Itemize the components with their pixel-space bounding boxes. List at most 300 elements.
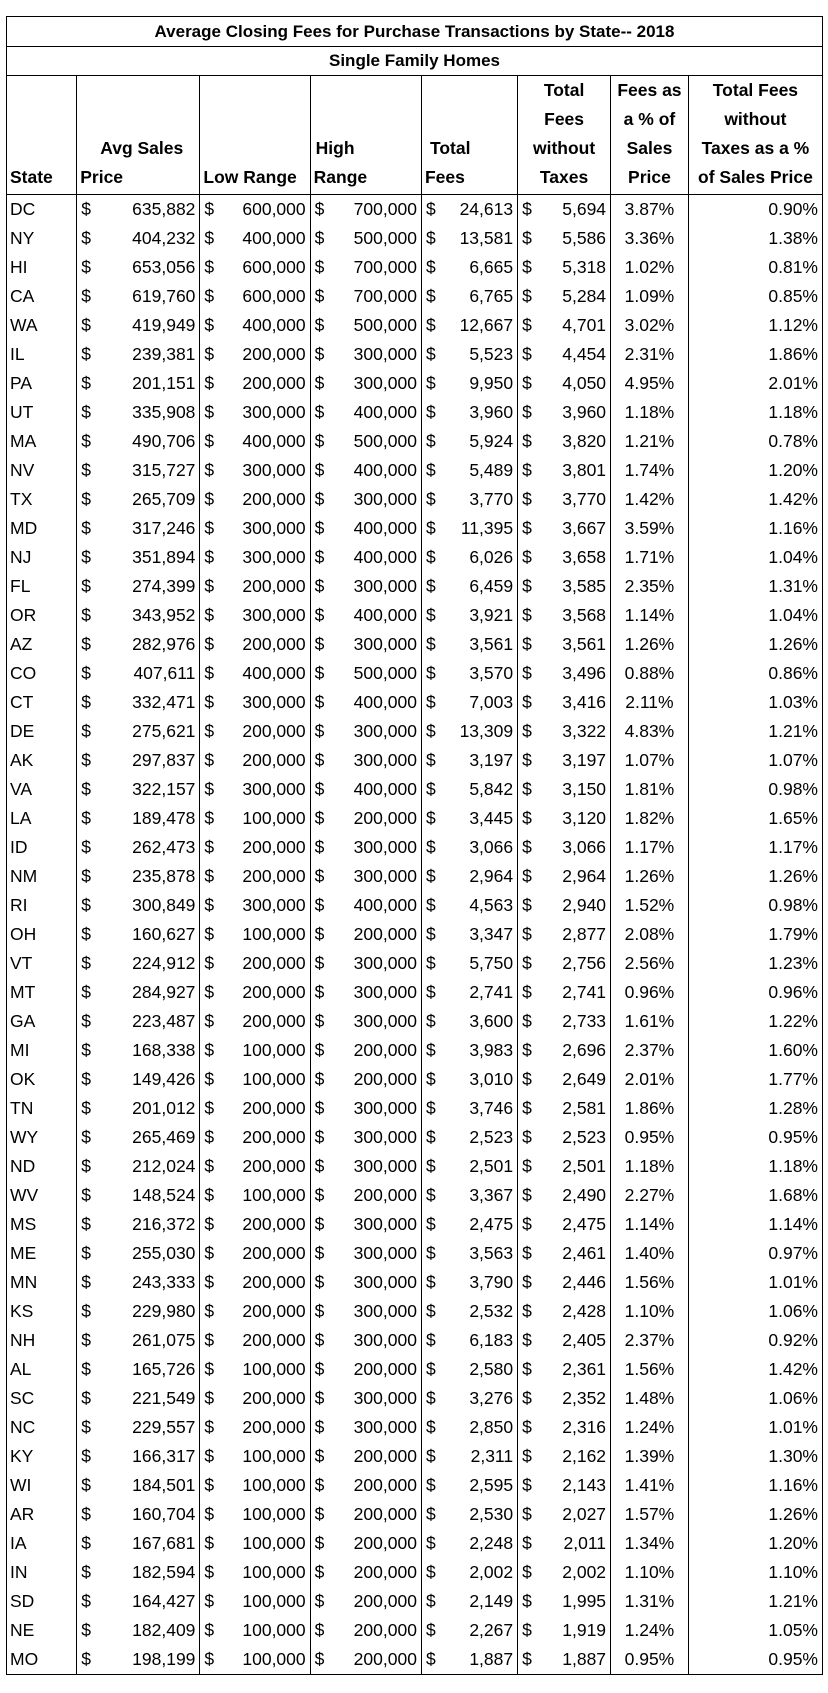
currency-symbol: $ — [522, 1011, 532, 1031]
currency-symbol: $ — [81, 605, 91, 625]
currency-symbol: $ — [522, 576, 532, 596]
cell-total — [421, 340, 517, 369]
closing-fees-sheet — [6, 16, 823, 1675]
cell-high — [310, 746, 421, 775]
currency-symbol: $ — [314, 1504, 325, 1524]
currency-symbol: $ — [522, 518, 532, 538]
cell-avg — [77, 688, 200, 717]
table-row — [7, 1326, 823, 1355]
cell-notax — [518, 949, 611, 978]
cell-high-value: 300,000 — [353, 1330, 417, 1350]
cell-total — [421, 572, 517, 601]
cell-high-value: 500,000 — [353, 315, 417, 335]
cell-notax — [518, 1529, 611, 1558]
currency-symbol: $ — [522, 1069, 532, 1089]
cell-total-value: 2,311 — [470, 1446, 514, 1466]
currency-symbol: $ — [81, 982, 91, 1002]
cell-high — [310, 224, 421, 253]
cell-low — [200, 630, 310, 659]
cell-notax-value: 2,428 — [562, 1301, 607, 1321]
table-row — [7, 1384, 823, 1413]
currency-symbol: $ — [314, 1011, 325, 1031]
cell-fees-without-taxes-pct: 0.78% — [688, 427, 822, 456]
cell-low-value: 400,000 — [242, 315, 306, 335]
cell-high — [310, 1123, 421, 1152]
table-row — [7, 456, 823, 485]
cell-state: OK — [7, 1065, 77, 1094]
cell-notax — [518, 775, 611, 804]
currency-symbol: $ — [204, 1214, 215, 1234]
cell-total — [421, 1326, 517, 1355]
currency-symbol: $ — [522, 779, 532, 799]
cell-low-value: 200,000 — [242, 373, 306, 393]
cell-low-value: 100,000 — [242, 1359, 306, 1379]
cell-total-value: 6,665 — [469, 257, 514, 277]
cell-fees-pct: 3.02% — [611, 311, 689, 340]
cell-low-value: 300,000 — [242, 605, 306, 625]
header-fees-without-taxes-pct: Total Fees without Taxes as a % of Sales Price — [688, 76, 822, 195]
currency-symbol: $ — [204, 1127, 215, 1147]
cell-notax-value: 2,523 — [562, 1127, 607, 1147]
cell-total — [421, 543, 517, 572]
currency-symbol: $ — [314, 257, 325, 277]
cell-state: AK — [7, 746, 77, 775]
currency-symbol: $ — [81, 286, 91, 306]
cell-low-value: 300,000 — [242, 460, 306, 480]
cell-notax-value: 2,733 — [562, 1011, 607, 1031]
cell-total-value: 3,570 — [469, 663, 514, 683]
cell-notax-value: 2,490 — [562, 1185, 607, 1205]
currency-symbol: $ — [314, 1040, 325, 1060]
cell-low-value: 300,000 — [242, 547, 306, 567]
cell-avg — [77, 1326, 200, 1355]
currency-symbol: $ — [314, 1330, 325, 1350]
currency-symbol: $ — [204, 228, 215, 248]
cell-avg-value: 201,012 — [132, 1098, 196, 1118]
cell-avg — [77, 978, 200, 1007]
cell-state: TN — [7, 1094, 77, 1123]
currency-symbol: $ — [522, 808, 532, 828]
cell-notax-value: 2,162 — [562, 1446, 607, 1466]
table-row — [7, 1152, 823, 1181]
cell-notax — [518, 224, 611, 253]
currency-symbol: $ — [314, 1475, 325, 1495]
cell-total-value: 24,613 — [459, 199, 514, 219]
currency-symbol: $ — [314, 576, 325, 596]
cell-fees-without-taxes-pct: 1.12% — [688, 311, 822, 340]
cell-fees-without-taxes-pct: 1.20% — [688, 1529, 822, 1558]
cell-total-value: 3,790 — [469, 1272, 514, 1292]
cell-avg — [77, 1007, 200, 1036]
cell-fees-pct: 2.27% — [611, 1181, 689, 1210]
currency-symbol: $ — [314, 1417, 325, 1437]
currency-symbol: $ — [425, 518, 436, 538]
cell-low — [200, 804, 310, 833]
cell-state: WY — [7, 1123, 77, 1152]
cell-total-value: 3,960 — [469, 402, 514, 422]
currency-symbol: $ — [522, 1185, 532, 1205]
cell-fees-pct: 1.56% — [611, 1268, 689, 1297]
cell-avg — [77, 1384, 200, 1413]
cell-high-value: 300,000 — [353, 866, 417, 886]
cell-fees-without-taxes-pct: 0.95% — [688, 1123, 822, 1152]
cell-notax — [518, 1384, 611, 1413]
cell-fees-without-taxes-pct: 1.26% — [688, 630, 822, 659]
currency-symbol: $ — [425, 547, 436, 567]
cell-notax — [518, 253, 611, 282]
currency-symbol: $ — [204, 1591, 215, 1611]
currency-symbol: $ — [204, 402, 215, 422]
cell-low-value: 100,000 — [242, 1533, 306, 1553]
currency-symbol: $ — [204, 431, 215, 451]
cell-notax — [518, 1210, 611, 1239]
cell-high — [310, 862, 421, 891]
cell-fees-pct: 1.52% — [611, 891, 689, 920]
currency-symbol: $ — [522, 373, 532, 393]
currency-symbol: $ — [425, 837, 436, 857]
currency-symbol: $ — [314, 1388, 325, 1408]
currency-symbol: $ — [425, 489, 436, 509]
currency-symbol: $ — [314, 750, 325, 770]
cell-total-value: 5,842 — [469, 779, 514, 799]
currency-symbol: $ — [204, 1359, 215, 1379]
currency-symbol: $ — [314, 866, 325, 886]
cell-notax — [518, 1094, 611, 1123]
cell-low — [200, 833, 310, 862]
cell-high-value: 300,000 — [353, 489, 417, 509]
cell-avg-value: 275,621 — [132, 721, 196, 741]
cell-avg — [77, 1210, 200, 1239]
cell-high — [310, 1094, 421, 1123]
cell-notax — [518, 1442, 611, 1471]
cell-avg-value: 317,246 — [132, 518, 196, 538]
cell-total — [421, 1384, 517, 1413]
title-row — [7, 17, 823, 47]
table-row — [7, 369, 823, 398]
cell-notax — [518, 1616, 611, 1645]
cell-total — [421, 1587, 517, 1616]
currency-symbol: $ — [81, 1272, 91, 1292]
cell-avg-value: 297,837 — [132, 750, 196, 770]
currency-symbol: $ — [81, 344, 91, 364]
cell-total-value: 1,887 — [469, 1649, 514, 1669]
cell-notax — [518, 1587, 611, 1616]
currency-symbol: $ — [81, 1301, 91, 1321]
currency-symbol: $ — [314, 1098, 325, 1118]
cell-low — [200, 572, 310, 601]
cell-notax — [518, 1152, 611, 1181]
table-row — [7, 862, 823, 891]
currency-symbol: $ — [204, 286, 215, 306]
currency-symbol: $ — [314, 1272, 325, 1292]
currency-symbol: $ — [81, 199, 91, 219]
currency-symbol: $ — [81, 692, 91, 712]
cell-low — [200, 427, 310, 456]
cell-low-value: 100,000 — [242, 1446, 306, 1466]
cell-total — [421, 456, 517, 485]
currency-symbol: $ — [425, 431, 436, 451]
cell-low — [200, 775, 310, 804]
cell-total — [421, 1616, 517, 1645]
currency-symbol: $ — [522, 605, 532, 625]
cell-high — [310, 1645, 421, 1675]
cell-fees-without-taxes-pct: 0.98% — [688, 775, 822, 804]
table-row — [7, 1645, 823, 1675]
currency-symbol: $ — [204, 315, 215, 335]
cell-avg — [77, 1094, 200, 1123]
currency-symbol: $ — [81, 1417, 91, 1437]
cell-low — [200, 862, 310, 891]
currency-symbol: $ — [425, 866, 436, 886]
cell-total — [421, 949, 517, 978]
cell-low-value: 200,000 — [242, 1156, 306, 1176]
cell-notax — [518, 1123, 611, 1152]
cell-fees-without-taxes-pct: 1.10% — [688, 1558, 822, 1587]
cell-low — [200, 1442, 310, 1471]
cell-total — [421, 1297, 517, 1326]
cell-avg-value: 148,524 — [132, 1185, 196, 1205]
cell-total-value: 2,530 — [469, 1504, 514, 1524]
cell-notax — [518, 630, 611, 659]
cell-high-value: 200,000 — [353, 1359, 417, 1379]
cell-total-value: 6,459 — [469, 576, 514, 596]
cell-notax — [518, 804, 611, 833]
cell-fees-without-taxes-pct: 1.77% — [688, 1065, 822, 1094]
cell-state: NH — [7, 1326, 77, 1355]
currency-symbol: $ — [204, 953, 215, 973]
cell-high — [310, 1616, 421, 1645]
cell-avg — [77, 311, 200, 340]
cell-avg-value: 160,704 — [132, 1504, 196, 1524]
cell-high-value: 300,000 — [353, 721, 417, 741]
currency-symbol: $ — [425, 576, 436, 596]
cell-high — [310, 1007, 421, 1036]
cell-avg-value: 221,549 — [132, 1388, 196, 1408]
currency-symbol: $ — [314, 228, 325, 248]
currency-symbol: $ — [204, 1156, 215, 1176]
cell-avg — [77, 659, 200, 688]
cell-avg-value: 274,399 — [132, 576, 196, 596]
cell-avg — [77, 485, 200, 514]
cell-fees-pct: 1.74% — [611, 456, 689, 485]
cell-avg — [77, 746, 200, 775]
cell-high-value: 200,000 — [353, 1475, 417, 1495]
cell-state: MO — [7, 1645, 77, 1675]
cell-high — [310, 427, 421, 456]
currency-symbol: $ — [81, 837, 91, 857]
cell-fees-without-taxes-pct: 1.14% — [688, 1210, 822, 1239]
cell-avg — [77, 1500, 200, 1529]
currency-symbol: $ — [425, 1040, 436, 1060]
cell-total — [421, 1065, 517, 1094]
currency-symbol: $ — [204, 1330, 215, 1350]
cell-state: VA — [7, 775, 77, 804]
cell-state: SC — [7, 1384, 77, 1413]
cell-notax-value: 2,002 — [562, 1562, 607, 1582]
currency-symbol: $ — [204, 1069, 215, 1089]
cell-low — [200, 1471, 310, 1500]
cell-fees-without-taxes-pct: 1.31% — [688, 572, 822, 601]
currency-symbol: $ — [425, 1214, 436, 1234]
cell-fees-without-taxes-pct: 1.26% — [688, 862, 822, 891]
cell-high — [310, 1152, 421, 1181]
table-row — [7, 195, 823, 225]
cell-low — [200, 485, 310, 514]
currency-symbol: $ — [425, 257, 436, 277]
cell-total — [421, 1210, 517, 1239]
cell-high — [310, 630, 421, 659]
cell-low — [200, 369, 310, 398]
cell-fees-without-taxes-pct: 1.22% — [688, 1007, 822, 1036]
cell-high-value: 700,000 — [353, 286, 417, 306]
cell-state: KY — [7, 1442, 77, 1471]
cell-total-value: 3,347 — [469, 924, 514, 944]
cell-high-value: 500,000 — [353, 663, 417, 683]
cell-total — [421, 978, 517, 1007]
table-row — [7, 1065, 823, 1094]
cell-fees-pct: 0.88% — [611, 659, 689, 688]
table-row — [7, 1529, 823, 1558]
currency-symbol: $ — [81, 1533, 91, 1553]
cell-state: AR — [7, 1500, 77, 1529]
table-row — [7, 1181, 823, 1210]
cell-fees-pct: 1.10% — [611, 1558, 689, 1587]
cell-high — [310, 1268, 421, 1297]
cell-high-value: 200,000 — [353, 1446, 417, 1466]
cell-notax-value: 2,361 — [562, 1359, 607, 1379]
cell-notax-value: 5,284 — [562, 286, 607, 306]
cell-high-value: 300,000 — [353, 953, 417, 973]
currency-symbol: $ — [81, 315, 91, 335]
currency-symbol: $ — [425, 1562, 436, 1582]
cell-avg — [77, 601, 200, 630]
cell-total-value: 3,367 — [469, 1185, 514, 1205]
currency-symbol: $ — [522, 1330, 532, 1350]
currency-symbol: $ — [425, 1011, 436, 1031]
currency-symbol: $ — [314, 982, 325, 1002]
cell-low — [200, 253, 310, 282]
cell-avg-value: 635,882 — [132, 199, 196, 219]
cell-high — [310, 804, 421, 833]
cell-avg-value: 168,338 — [132, 1040, 196, 1060]
currency-symbol: $ — [81, 808, 91, 828]
cell-low — [200, 1239, 310, 1268]
cell-notax — [518, 1355, 611, 1384]
currency-symbol: $ — [81, 779, 91, 799]
cell-low — [200, 195, 310, 225]
cell-total — [421, 1007, 517, 1036]
cell-low — [200, 1500, 310, 1529]
cell-state: IA — [7, 1529, 77, 1558]
currency-symbol: $ — [425, 1533, 436, 1553]
cell-state: MD — [7, 514, 77, 543]
cell-total — [421, 1094, 517, 1123]
cell-state: KS — [7, 1297, 77, 1326]
cell-avg — [77, 804, 200, 833]
currency-symbol: $ — [425, 1649, 436, 1669]
cell-total-value: 5,924 — [469, 431, 514, 451]
cell-notax — [518, 1268, 611, 1297]
cell-state: NJ — [7, 543, 77, 572]
cell-state: ME — [7, 1239, 77, 1268]
cell-high — [310, 1500, 421, 1529]
cell-high-value: 700,000 — [353, 257, 417, 277]
header-low-range: Low Range — [200, 76, 310, 195]
cell-fees-without-taxes-pct: 1.42% — [688, 1355, 822, 1384]
cell-fees-without-taxes-pct: 1.06% — [688, 1384, 822, 1413]
cell-low — [200, 543, 310, 572]
cell-avg-value: 223,487 — [132, 1011, 196, 1031]
currency-symbol: $ — [425, 1098, 436, 1118]
cell-high-value: 300,000 — [353, 837, 417, 857]
cell-high-value: 700,000 — [353, 199, 417, 219]
currency-symbol: $ — [522, 315, 532, 335]
cell-notax — [518, 1297, 611, 1326]
currency-symbol: $ — [204, 924, 215, 944]
cell-low-value: 200,000 — [242, 1330, 306, 1350]
cell-low-value: 100,000 — [242, 1620, 306, 1640]
cell-high — [310, 514, 421, 543]
cell-avg-value: 166,317 — [132, 1446, 196, 1466]
currency-symbol: $ — [425, 750, 436, 770]
cell-fees-pct: 1.18% — [611, 1152, 689, 1181]
currency-symbol: $ — [522, 1127, 532, 1147]
cell-total — [421, 1645, 517, 1675]
cell-low-value: 400,000 — [242, 228, 306, 248]
currency-symbol: $ — [204, 1649, 215, 1669]
table-row — [7, 1239, 823, 1268]
cell-avg-value: 265,709 — [132, 489, 196, 509]
cell-notax-value: 5,318 — [562, 257, 607, 277]
cell-high-value: 200,000 — [353, 1185, 417, 1205]
cell-state: ID — [7, 833, 77, 862]
table-row — [7, 1007, 823, 1036]
cell-notax — [518, 746, 611, 775]
cell-low-value: 200,000 — [242, 576, 306, 596]
cell-avg-value: 300,849 — [132, 895, 196, 915]
currency-symbol: $ — [204, 1533, 215, 1553]
cell-high-value: 200,000 — [353, 808, 417, 828]
currency-symbol: $ — [204, 460, 215, 480]
table-row — [7, 1355, 823, 1384]
cell-avg-value: 315,727 — [132, 460, 196, 480]
subtitle-row — [7, 47, 823, 76]
cell-fees-pct: 4.95% — [611, 369, 689, 398]
currency-symbol: $ — [314, 402, 325, 422]
cell-total — [421, 804, 517, 833]
currency-symbol: $ — [204, 1040, 215, 1060]
cell-high — [310, 601, 421, 630]
cell-avg — [77, 1587, 200, 1616]
cell-total — [421, 862, 517, 891]
cell-notax — [518, 978, 611, 1007]
currency-symbol: $ — [425, 1272, 436, 1292]
cell-high-value: 500,000 — [353, 228, 417, 248]
cell-low-value: 200,000 — [242, 982, 306, 1002]
currency-symbol: $ — [425, 1069, 436, 1089]
currency-symbol: $ — [425, 1156, 436, 1176]
cell-state: UT — [7, 398, 77, 427]
table-row — [7, 1616, 823, 1645]
cell-high-value: 200,000 — [353, 1591, 417, 1611]
currency-symbol: $ — [522, 1243, 532, 1263]
table-row — [7, 1500, 823, 1529]
cell-avg-value: 229,557 — [132, 1417, 196, 1437]
cell-high-value: 400,000 — [353, 402, 417, 422]
currency-symbol: $ — [314, 489, 325, 509]
currency-symbol: $ — [314, 1243, 325, 1263]
cell-fees-pct: 0.95% — [611, 1645, 689, 1675]
